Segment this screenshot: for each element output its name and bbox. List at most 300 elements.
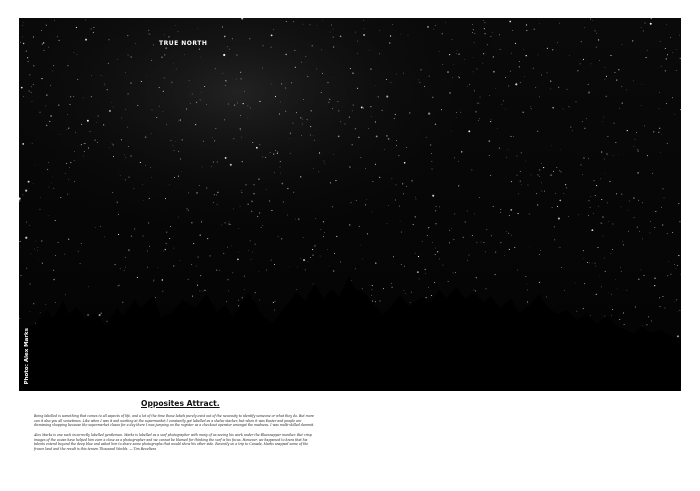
star	[46, 25, 47, 26]
star	[675, 114, 676, 115]
star	[590, 207, 591, 208]
star	[453, 239, 454, 240]
star	[109, 110, 111, 112]
star	[34, 249, 35, 250]
star	[680, 274, 681, 275]
star	[654, 285, 655, 286]
star	[659, 92, 660, 93]
star	[610, 55, 611, 56]
star	[489, 155, 490, 156]
star	[333, 154, 334, 155]
star	[511, 181, 512, 182]
star	[628, 231, 629, 232]
star	[443, 64, 444, 65]
star	[31, 86, 32, 87]
star	[435, 223, 436, 224]
star	[170, 226, 171, 227]
star	[112, 192, 113, 193]
star	[233, 138, 234, 139]
star	[19, 200, 20, 201]
star	[217, 192, 218, 193]
star	[41, 78, 42, 79]
star	[83, 156, 84, 157]
star	[134, 188, 135, 189]
star	[495, 88, 496, 89]
star	[584, 283, 585, 284]
star	[83, 98, 84, 99]
star	[608, 221, 609, 222]
star	[113, 156, 114, 157]
star	[262, 68, 263, 69]
star	[561, 267, 562, 268]
star	[26, 222, 27, 223]
star	[419, 82, 420, 83]
star	[622, 44, 623, 45]
star	[596, 47, 597, 48]
star	[413, 224, 414, 225]
star	[162, 279, 163, 280]
star	[65, 173, 66, 174]
star	[293, 21, 294, 22]
star	[537, 131, 538, 132]
star	[379, 177, 380, 178]
star	[596, 185, 597, 186]
star	[431, 295, 432, 296]
star	[182, 139, 183, 140]
star	[290, 153, 291, 154]
star	[449, 54, 450, 55]
star	[622, 102, 623, 103]
star	[236, 79, 237, 80]
star	[122, 118, 123, 119]
star	[488, 140, 490, 142]
star	[227, 247, 228, 248]
star	[149, 198, 150, 199]
star	[186, 108, 187, 109]
star	[52, 177, 53, 178]
star	[642, 84, 643, 85]
star	[349, 167, 350, 168]
star	[508, 85, 509, 86]
star	[173, 63, 174, 64]
star	[601, 199, 602, 200]
star	[495, 252, 496, 253]
star	[659, 128, 660, 129]
star	[509, 215, 510, 216]
star	[151, 133, 152, 134]
star	[660, 306, 661, 307]
star	[101, 75, 102, 76]
star	[230, 224, 231, 225]
star	[429, 76, 430, 77]
star	[285, 111, 286, 112]
star	[458, 76, 459, 77]
star	[361, 245, 362, 246]
star	[252, 142, 253, 143]
star	[153, 281, 154, 282]
star	[333, 29, 334, 30]
star	[547, 72, 548, 73]
star	[454, 214, 455, 215]
star	[275, 96, 276, 97]
star	[384, 149, 385, 150]
star	[335, 180, 336, 181]
star	[314, 140, 315, 141]
star	[127, 127, 128, 128]
star	[539, 176, 540, 177]
star	[401, 264, 402, 265]
star	[483, 242, 484, 243]
star	[431, 153, 432, 154]
star	[529, 247, 530, 248]
star	[149, 34, 150, 35]
star	[487, 44, 488, 45]
star	[445, 22, 446, 23]
star	[642, 239, 643, 240]
star	[98, 115, 99, 116]
night-sky-photo	[19, 18, 681, 391]
star	[415, 216, 416, 217]
star	[666, 58, 667, 59]
star	[163, 91, 164, 92]
star	[519, 61, 520, 62]
star	[602, 216, 603, 217]
star	[478, 120, 479, 121]
star	[616, 193, 617, 194]
star	[313, 283, 314, 284]
star	[224, 120, 225, 121]
star	[594, 180, 595, 181]
star	[660, 152, 661, 153]
star	[178, 217, 179, 218]
star	[312, 249, 313, 250]
star	[661, 207, 662, 208]
star	[521, 184, 522, 185]
star	[104, 237, 105, 238]
star	[425, 269, 426, 270]
star	[415, 253, 416, 254]
star	[77, 54, 78, 55]
star	[81, 144, 82, 145]
star	[471, 170, 472, 171]
star	[215, 128, 216, 129]
star	[592, 20, 593, 21]
star	[486, 288, 487, 289]
star	[476, 111, 477, 112]
star	[121, 139, 122, 140]
star	[606, 76, 607, 77]
star	[483, 20, 484, 21]
star	[274, 172, 275, 173]
star	[287, 188, 288, 189]
star	[474, 90, 475, 91]
star	[223, 54, 225, 56]
star	[253, 193, 255, 195]
star	[467, 86, 468, 87]
star	[372, 301, 373, 302]
star	[147, 267, 148, 268]
star	[219, 270, 220, 271]
star	[604, 159, 605, 160]
star	[118, 285, 119, 286]
star	[104, 85, 105, 86]
star	[125, 157, 126, 158]
star	[307, 76, 308, 77]
star	[627, 130, 628, 131]
star	[611, 315, 612, 316]
star	[273, 153, 274, 154]
star	[386, 96, 388, 98]
star	[383, 288, 384, 289]
star	[606, 96, 607, 97]
star	[334, 77, 335, 78]
star	[555, 193, 556, 194]
star	[607, 154, 608, 155]
star	[223, 253, 224, 254]
star	[597, 247, 598, 248]
star	[148, 33, 149, 34]
star	[295, 219, 296, 220]
star	[69, 167, 70, 168]
star	[50, 85, 51, 86]
star	[130, 83, 131, 84]
star	[531, 108, 532, 109]
star	[164, 77, 165, 78]
star	[64, 254, 65, 255]
star	[241, 190, 242, 191]
star	[619, 108, 620, 109]
star	[77, 79, 78, 80]
star	[526, 55, 527, 56]
star	[651, 321, 652, 322]
star	[400, 221, 401, 222]
star	[529, 213, 530, 214]
star	[678, 203, 679, 204]
star	[186, 208, 187, 209]
star	[108, 63, 109, 64]
star	[266, 270, 267, 271]
star	[137, 105, 138, 106]
star	[85, 39, 87, 41]
star	[612, 309, 613, 310]
star	[526, 24, 527, 25]
star	[351, 280, 352, 281]
star	[298, 219, 299, 220]
star	[360, 157, 361, 158]
star	[677, 335, 679, 337]
star	[271, 34, 273, 36]
star	[153, 280, 154, 281]
star	[230, 164, 232, 166]
star	[523, 112, 524, 113]
star	[520, 82, 521, 83]
star	[447, 71, 449, 73]
star	[21, 247, 22, 248]
star	[409, 112, 410, 113]
star	[241, 192, 242, 193]
star	[275, 150, 276, 151]
star	[581, 41, 582, 42]
star	[49, 121, 50, 122]
star	[317, 25, 318, 26]
star	[406, 186, 407, 187]
star	[623, 244, 624, 245]
star	[355, 268, 356, 269]
star	[582, 121, 583, 122]
star	[379, 53, 380, 54]
star	[439, 206, 440, 207]
star	[49, 215, 50, 216]
star	[550, 89, 551, 90]
star	[605, 67, 606, 68]
star	[151, 177, 152, 178]
star	[442, 33, 443, 34]
star	[375, 164, 376, 165]
star	[293, 192, 294, 193]
star	[248, 118, 249, 119]
star	[328, 102, 329, 103]
star	[624, 324, 625, 325]
star	[483, 53, 484, 54]
star	[456, 112, 457, 113]
star	[173, 265, 174, 266]
star	[273, 29, 274, 30]
star	[421, 69, 422, 70]
star	[259, 101, 260, 102]
star	[244, 276, 245, 277]
star	[457, 50, 458, 51]
star	[506, 231, 507, 232]
star	[615, 279, 616, 280]
star	[427, 26, 429, 28]
star	[509, 249, 510, 250]
star	[318, 171, 319, 172]
star	[605, 271, 606, 272]
star	[112, 144, 113, 145]
star	[340, 121, 341, 122]
star	[601, 151, 602, 152]
star	[140, 162, 141, 163]
star	[162, 291, 163, 292]
star	[137, 277, 138, 278]
star	[66, 163, 67, 164]
star	[405, 293, 406, 294]
star	[270, 152, 271, 153]
star	[119, 285, 120, 286]
star	[60, 134, 61, 135]
star	[521, 152, 522, 153]
star	[592, 263, 593, 264]
star	[201, 92, 202, 93]
star	[49, 187, 50, 188]
star	[635, 306, 636, 307]
star	[441, 109, 442, 110]
star	[559, 23, 560, 24]
star	[74, 52, 75, 53]
star	[674, 264, 675, 265]
star	[514, 247, 515, 248]
star	[453, 272, 454, 273]
star	[589, 200, 590, 201]
star	[329, 266, 330, 267]
star	[262, 225, 263, 226]
star	[310, 257, 311, 258]
star	[634, 146, 635, 147]
star	[312, 255, 313, 256]
star	[31, 254, 32, 255]
star	[198, 257, 199, 258]
star	[396, 140, 397, 141]
star	[307, 119, 308, 120]
star	[500, 209, 501, 210]
star	[120, 175, 121, 176]
star	[301, 135, 302, 136]
star	[153, 44, 154, 45]
star	[68, 239, 69, 240]
star	[454, 158, 455, 159]
star	[152, 110, 153, 111]
star	[629, 201, 630, 202]
star	[336, 236, 337, 237]
star	[376, 135, 378, 137]
starfield-and-trees	[19, 18, 681, 391]
star	[424, 86, 425, 87]
star	[150, 167, 151, 168]
star	[437, 251, 438, 252]
star	[537, 204, 538, 205]
star	[252, 252, 253, 253]
star	[256, 147, 258, 149]
star	[332, 108, 333, 109]
star	[109, 148, 110, 149]
star	[428, 287, 429, 288]
star	[191, 264, 192, 265]
star	[417, 271, 419, 273]
star	[99, 314, 101, 316]
star	[271, 210, 272, 211]
star	[238, 228, 239, 229]
star	[403, 73, 404, 74]
star	[52, 183, 53, 184]
star	[526, 30, 527, 31]
star	[31, 92, 32, 93]
star	[324, 232, 325, 233]
star	[584, 27, 585, 28]
star	[241, 78, 242, 79]
star	[668, 261, 669, 262]
star	[281, 83, 282, 84]
star	[541, 75, 542, 76]
star	[634, 217, 635, 218]
star	[479, 118, 480, 119]
star	[26, 51, 27, 52]
star	[612, 224, 613, 225]
star	[21, 87, 23, 89]
star	[124, 270, 125, 271]
star	[255, 244, 256, 245]
star	[189, 80, 190, 81]
star	[517, 156, 518, 157]
star	[113, 107, 114, 108]
star	[613, 123, 614, 124]
star	[323, 236, 324, 237]
star	[670, 274, 671, 275]
star	[560, 150, 561, 151]
star	[33, 37, 34, 38]
star	[190, 103, 191, 104]
star	[575, 283, 576, 284]
star	[41, 241, 42, 242]
